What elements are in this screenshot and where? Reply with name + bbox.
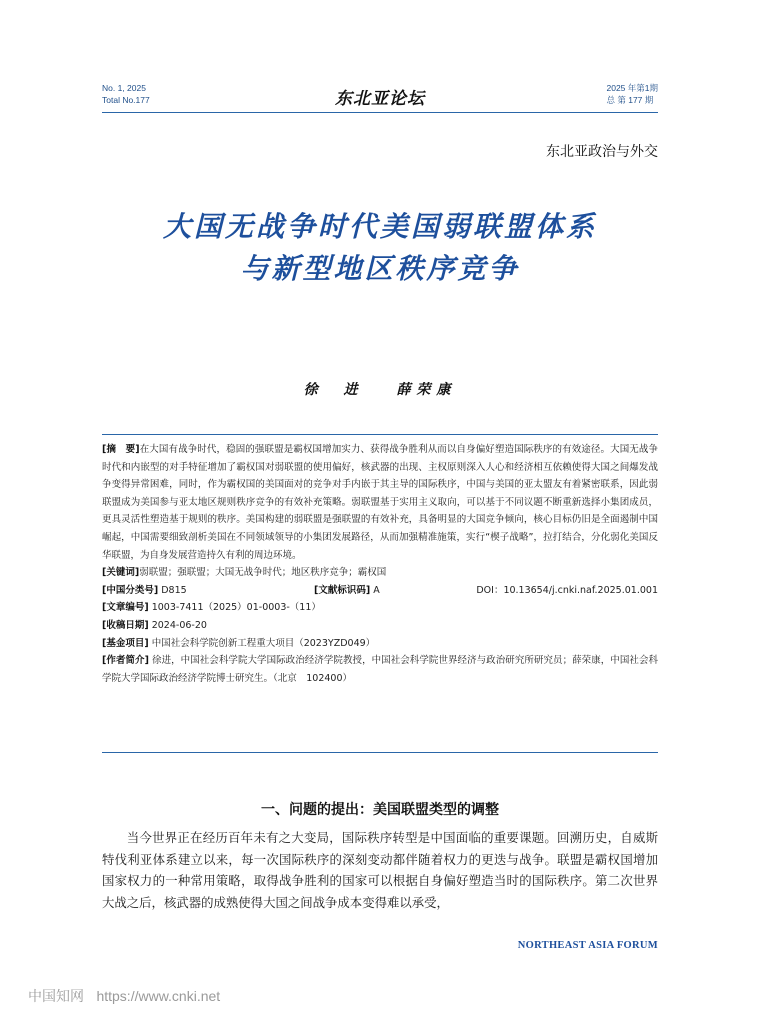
section-heading: 一、问题的提出：美国联盟类型的调整 [261,802,499,818]
doc-code-label: [文献标识码] [314,584,371,596]
keywords-label: [关键词] [102,567,140,579]
keywords-text: 弱联盟；强联盟；大国无战争时代；地区秩序竞争；霸权国 [139,567,387,579]
author-2: 薛荣康 [396,382,457,398]
title-line-2: 与新型地区秩序竞争 [240,252,520,285]
received-value: 2024-06-20 [151,619,207,631]
journal-name: 东北亚论坛 [335,89,425,109]
clc-value: D815 [161,584,187,596]
article-metadata [102,441,658,687]
issue-number: No. 1, 2025 [102,83,146,93]
fund-label: [基金项目] [102,637,149,649]
article-number [102,599,658,617]
watermark-url[interactable]: https://www.cnki.net [96,988,221,1004]
clc-label: [中国分类号] [102,584,159,596]
section-label: 东北亚政治与外交 [546,144,658,160]
body-text [102,827,658,913]
abstract [102,441,658,564]
article-title [102,206,658,290]
page-header [102,82,658,112]
issue-info-chinese [607,82,659,106]
doi: DOI：10.13654/j.cnki.naf.2025.01.001 [476,584,658,596]
article-number-value: 1003-7411（2025）01-0003-（11） [151,602,321,614]
header-divider [102,112,658,113]
classification-row [102,582,658,600]
abstract-label: [摘 要] [102,444,140,455]
body-paragraph: 当今世界正在经历百年未有之大变局，国际秩序转型是中国面临的重要课题。回溯历史，自威斯特伐利亚体系建立以来，每一次国际秩序的深刻变动都伴随着权力的更迭与战争。联盟是霸权国增加国家权力的一种常用策略，取得战争胜利的国家可以根据自身偏好塑造当时的国际秩序。第二次世界大战之后，核武器的成熟使得大国之间战争成本变得难以承受， [102,830,658,910]
meta-bottom-rule [102,752,658,753]
keywords [102,564,658,582]
issue-number-cn: 2025 年第1期 [606,83,658,93]
author-bio-value: 徐进，中国社会科学院大学国际政治经济学院教授，中国社会科学院世界经济与政治研究所研究员；薛荣康，中国社会科学院大学国际政治经济学院博士研究生。（北京 102400） [102,655,658,684]
total-number: Total No.177 [102,95,150,105]
author-bio-label: [作者简介] [102,655,149,667]
fund-project [102,635,658,653]
received-date [102,617,658,635]
clc-number [102,582,314,600]
watermark [28,986,220,1006]
watermark-brand: 中国知网 [28,989,84,1005]
article-number-label: [文章编号] [102,602,149,614]
footer-journal-name: NORTHEAST ASIA FORUM [517,940,658,951]
received-label: [收稿日期] [102,619,149,631]
total-number-cn: 总 第 177 期 [606,95,654,105]
meta-top-rule [102,434,658,435]
title-line-1: 大国无战争时代美国弱联盟体系 [162,210,597,243]
author-bio [102,652,658,687]
author-list [102,379,658,399]
author-1: 徐 进 [303,382,364,398]
fund-value: 中国社会科学院创新工程重大项目（2023YZD049） [151,637,376,649]
doc-code-value: A [373,584,380,596]
document-code [314,582,476,600]
abstract-text: 在大国有战争时代，稳固的强联盟是霸权国增加实力、获得战争胜利从而以自身偏好塑造国际秩序的有效途径。大国无战争时代和内嵌型的对手特征增加了霸权国对弱联盟的使用偏好，核武器的出现、主权原则深入人心和经济相互依赖使得大国之间爆发战争变得异常困难，同时，作为霸权国的美国面对的竞争对手内嵌于其主导的国际秩序，中国与美国的亚太盟友有着紧密联系，因此弱联盟成为美国参与亚太地区规则秩序竞争的有效补充策略。弱联盟基于实用主义取向，可以基于不同议题不断重新选择小集团成员，更具灵活性塑造基于规则的秩序。美国构建的弱联盟是强联盟的有效补充，具备明显的大国竞争倾向，核心目标仍旧是全面遏制中国崛起，中国需要细致剖析美国在不同领域领导的小集团发展路径，从而加强精准施策，实行“楔子战略”，拉打结合，分化弱化美国反华联盟，为自身发展营造持久有利的周边环境。 [102,444,658,561]
